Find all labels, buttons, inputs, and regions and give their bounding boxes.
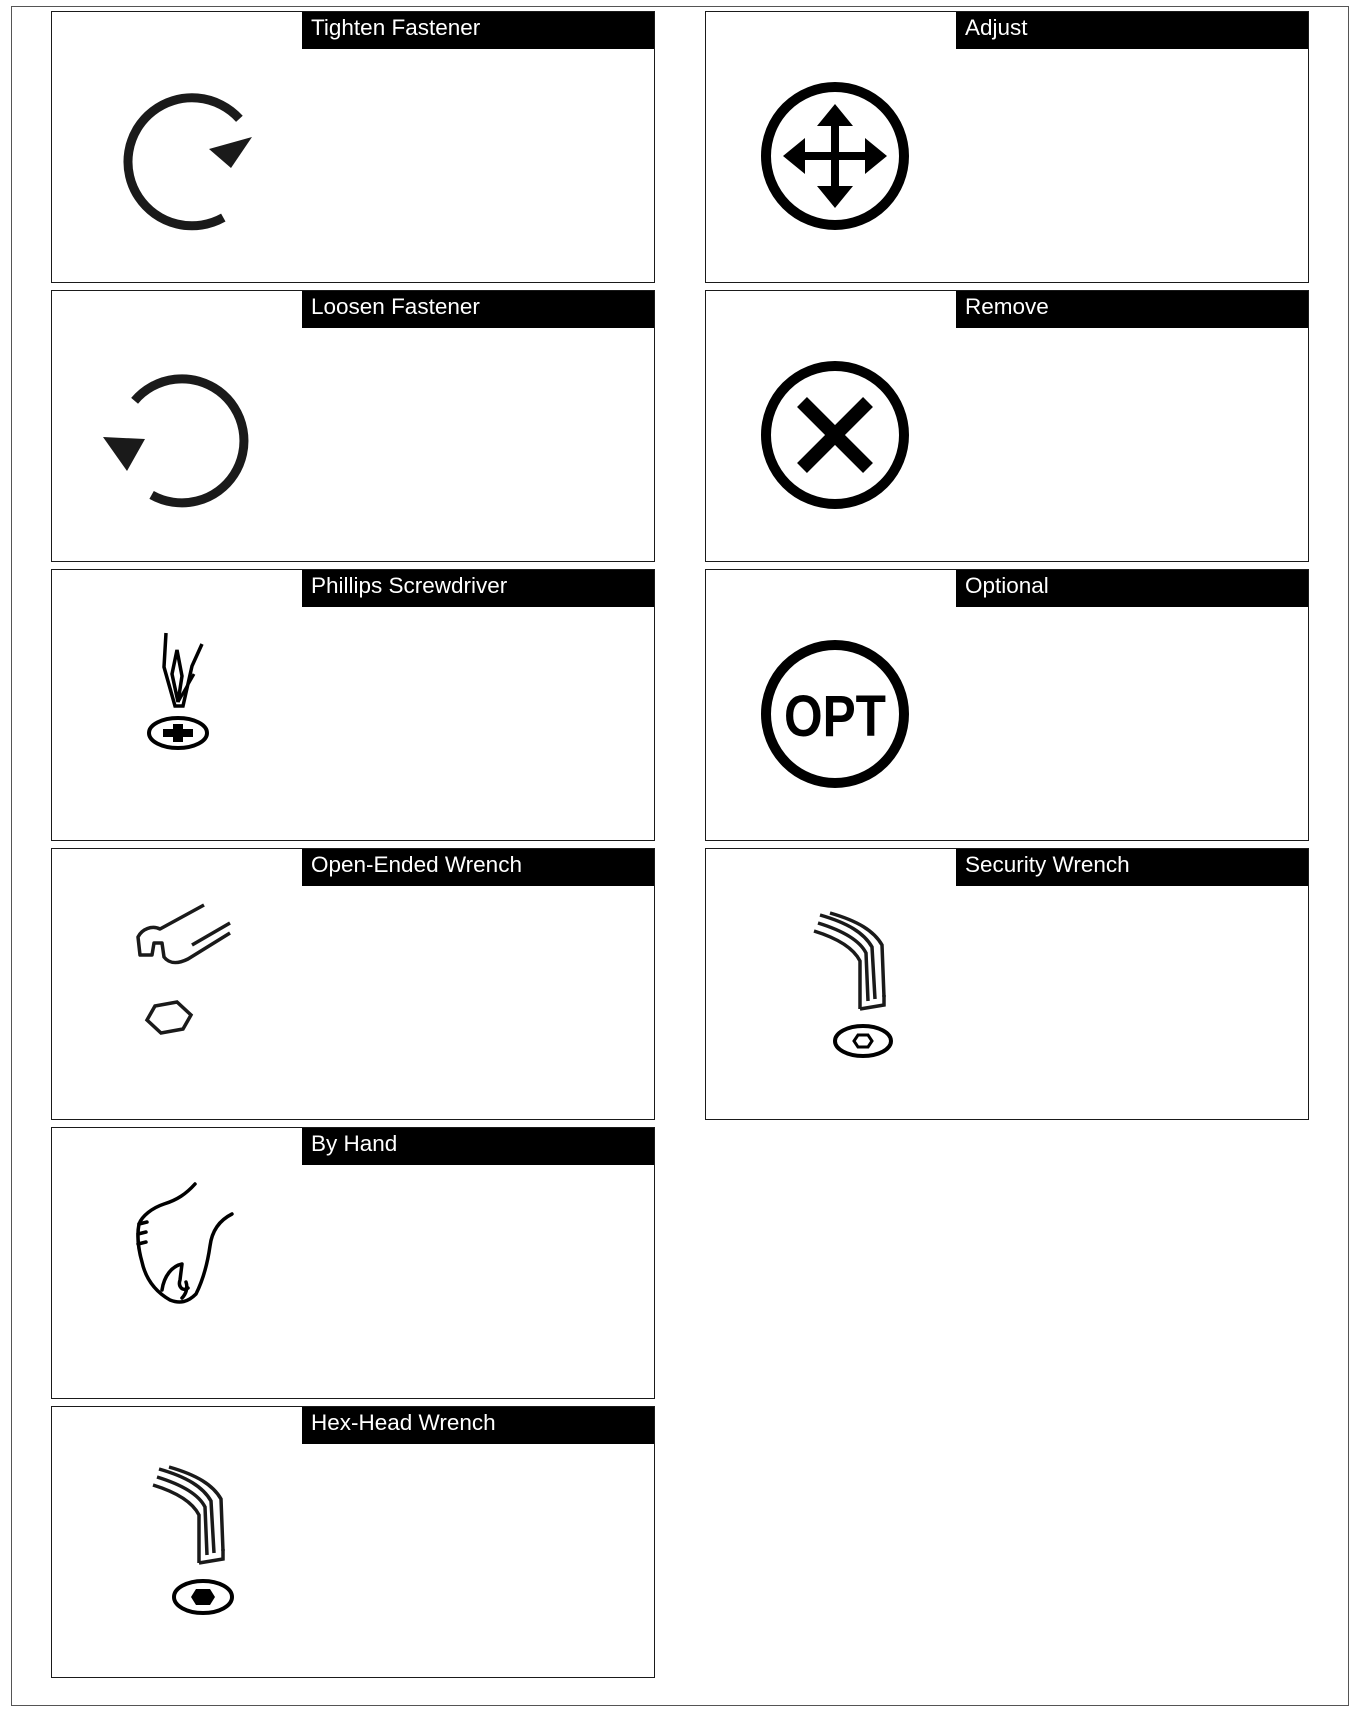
card-title: By Hand	[302, 1128, 654, 1165]
card-loosen-fastener	[51, 290, 655, 562]
open-ended-wrench-icon	[82, 889, 262, 1089]
card-title: Loosen Fastener	[302, 291, 654, 328]
card-title: Open-Ended Wrench	[302, 849, 654, 886]
card-remove	[705, 290, 1309, 562]
card-by-hand	[51, 1127, 655, 1399]
card-title: Phillips Screwdriver	[302, 570, 654, 607]
card-security-wrench	[705, 848, 1309, 1120]
card-optional	[705, 569, 1309, 841]
card-phillips-screwdriver	[51, 569, 655, 841]
tighten-fastener-icon	[82, 52, 262, 252]
phillips-screwdriver-icon	[82, 610, 262, 810]
card-title: Optional	[956, 570, 1308, 607]
remove-icon	[736, 331, 916, 531]
card-adjust	[705, 11, 1309, 283]
card-hex-head-wrench	[51, 1406, 655, 1678]
security-wrench-icon	[736, 889, 916, 1089]
card-open-ended-wrench	[51, 848, 655, 1120]
loosen-fastener-icon	[82, 331, 262, 531]
optional-icon-text: OPT	[784, 684, 886, 749]
card-title: Tighten Fastener	[302, 12, 654, 49]
optional-icon	[736, 610, 916, 810]
card-tighten-fastener	[51, 11, 655, 283]
adjust-icon	[736, 52, 916, 252]
hex-head-wrench-icon	[82, 1447, 262, 1647]
card-title: Adjust	[956, 12, 1308, 49]
card-title: Security Wrench	[956, 849, 1308, 886]
card-title: Hex-Head Wrench	[302, 1407, 654, 1444]
by-hand-icon	[82, 1168, 262, 1368]
card-title: Remove	[956, 291, 1308, 328]
